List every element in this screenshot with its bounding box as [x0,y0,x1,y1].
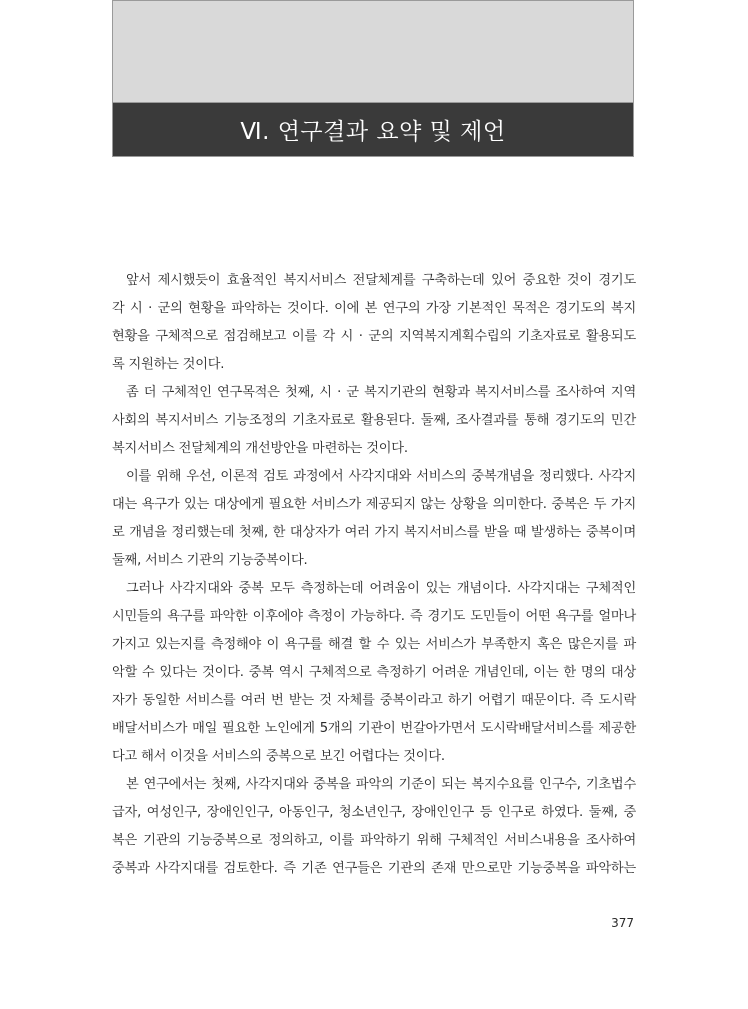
body-line: 각 시 · 군의 현황을 파악하는 것이다. 이에 본 연구의 가장 기본적인 목적은 경기도의 복지 [112,301,636,316]
body-line: 좀 더 구체적인 연구목적은 첫째, 시 · 군 복지기관의 현황과 복지서비스를 조사하여 지역 [126,385,636,400]
body-line: 복지서비스 전달체계의 개선방안을 마련하는 것이다. [112,441,408,456]
body-line: 사회의 복지서비스 기능조정의 기초자료로 활용된다. 둘째, 조사결과를 통해 경기도의 민간 [112,413,636,428]
body-line: 복은 기관의 기능중복으로 정의하고, 이를 파악하기 위해 구체적인 서비스내용을 조사하여 [112,833,636,848]
page-number: 377 [611,916,634,930]
body-line: 가지고 있는지를 측정해야 이 욕구를 해결 할 수 있는 서비스가 부족한지 혹은 많은지를 파 [112,637,636,652]
body-line: 그러나 사각지대와 중복 모두 측정하는데 어려움이 있는 개념이다. 사각지대는 구체적인 [126,581,636,596]
body-line: 급자, 여성인구, 장애인인구, 아동인구, 청소년인구, 장애인인구 등 인구로 하였다. 둘째, 중 [112,805,636,820]
body-line: 본 연구에서는 첫째, 사각지대와 중복을 파악의 기준이 되는 복지수요를 인구수, 기초법수 [126,777,636,792]
body-line: 로 개념을 정리했는데 첫째, 한 대상자가 여러 가지 복지서비스를 받을 때 발생하는 중복이며 [112,525,636,540]
chapter-title: Ⅵ. 연구결과 요약 및 제언 [240,119,506,145]
chapter-header [112,0,634,157]
body-line: 악할 수 있다는 것이다. 중복 역시 구체적으로 측정하기 어려운 개념인데, 이는 한 명의 대상 [112,665,636,680]
chapter-title-bar [113,102,633,156]
body-line: 이를 위해 우선, 이론적 검토 과정에서 사각지대와 서비스의 중복개념을 정리했다. 사각지 [126,469,636,484]
body-line: 시민들의 욕구를 파악한 이후에야 측정이 가능하다. 즉 경기도 도민들이 어떤 욕구를 얼마나 [112,609,636,624]
body-line: 자가 동일한 서비스를 여러 번 받는 것 자체를 중복이라고 하기 어렵기 때문이다. 즉 도시락 [112,693,636,708]
body-line: 대는 욕구가 있는 대상에게 필요한 서비스가 제공되지 않는 상황을 의미한다. 중복은 두 가지 [112,497,636,512]
body-line: 록 지원하는 것이다. [112,357,225,372]
body-line: 둘째, 서비스 기관의 기능중복이다. [112,553,308,568]
body-line: 다고 해서 이것을 서비스의 중복으로 보긴 어렵다는 것이다. [112,749,445,764]
body-line: 현황을 구체적으로 점검해보고 이를 각 시 · 군의 지역복지계획수립의 기초자료로 활용되도 [112,329,636,344]
body-line: 중복과 사각지대를 검토한다. 즉 기존 연구들은 기관의 존재 만으로만 기능중복을 파악하는 [112,861,636,876]
body-line: 배달서비스가 매일 필요한 노인에게 5개의 기관이 번갈아가면서 도시락배달서비스를 제공한 [112,721,636,736]
body-text [112,267,636,883]
body-line: 앞서 제시했듯이 효율적인 복지서비스 전달체계를 구축하는데 있어 중요한 것이 경기도 [126,273,636,288]
